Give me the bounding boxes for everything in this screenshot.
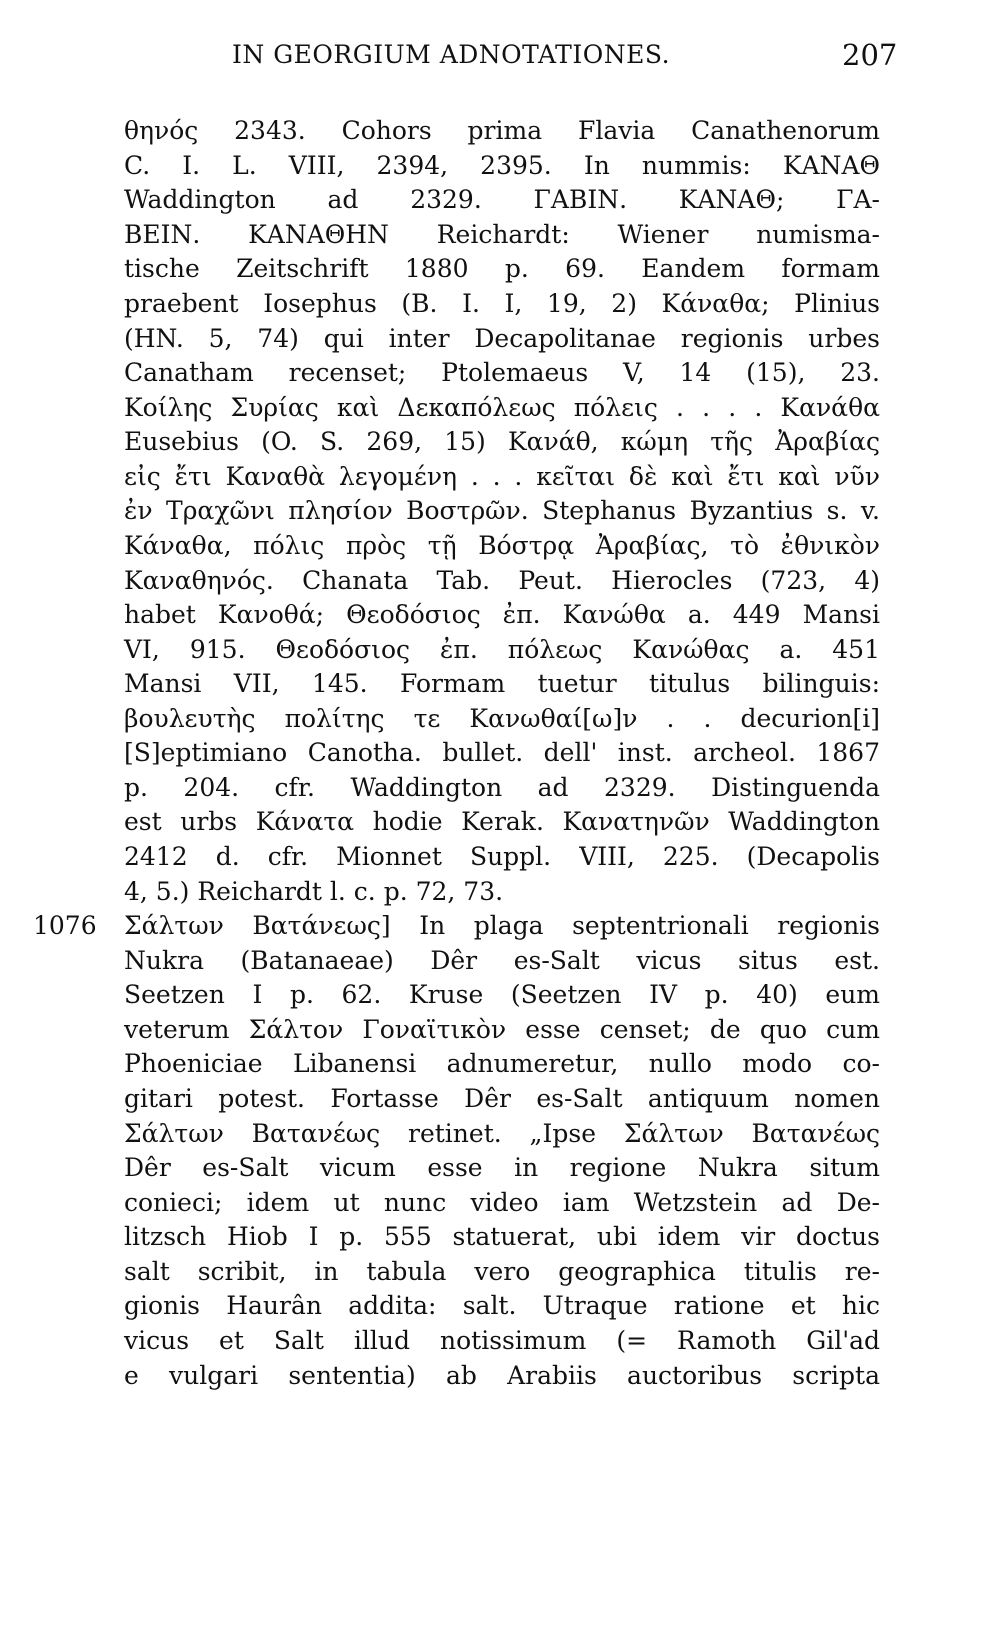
- text-line: litzsch Hiob I p. 555 statuerat, ubi idem vir doctus: [124, 1222, 880, 1251]
- text-line: Κάναθα, πόλις πρὸς τῇ Βόστρᾳ Ἀραβίας, τὸ ἐθνικὸν: [124, 531, 880, 560]
- text-line: 2412 d. cfr. Mionnet Suppl. VIII, 225. (Decapolis: [124, 842, 880, 871]
- page-number: 207: [842, 38, 898, 72]
- text-line: Eusebius (O. S. 269, 15) Κανάθ, κώμη τῆς Ἀραβίας: [124, 427, 880, 456]
- text-line: Σάλτων Βατανέως retinet. „Ipse Σάλτων Βατανέως: [124, 1119, 880, 1148]
- text-line: Dêr es-Salt vicum esse in regione Nukra situm: [124, 1153, 880, 1182]
- text-line: C. I. L. VIII, 2394, 2395. In nummis: ΚΑΝΑΘ: [124, 151, 880, 180]
- text-line: tische Zeitschrift 1880 p. 69. Eandem formam: [124, 254, 880, 283]
- text-line: ἐν Τραχῶνι πλησίον Βοστρῶν. Stephanus Byzantius s. v.: [124, 496, 880, 525]
- text-line: Seetzen I p. 62. Kruse (Seetzen IV p. 40) eum: [124, 980, 880, 1009]
- text-line: Waddington ad 2329. ΓΑΒΙΝ. ΚΑΝΑΘ; ΓΑ-: [124, 185, 880, 214]
- text-line: Σάλτων Βατάνεως] In plaga septentrionali regionis: [124, 911, 880, 940]
- text-line: εἰς ἔτι Καναθὰ λεγομένη . . . κεῖται δὲ καὶ ἔτι καὶ νῦν: [124, 462, 880, 491]
- text-line: gitari potest. Fortasse Dêr es-Salt antiquum nomen: [124, 1084, 880, 1113]
- text-line: vicus et Salt illud notissimum (= Ramoth Gil'ad: [124, 1326, 880, 1355]
- text-line: praebent Iosephus (B. I. I, 19, 2) Κάναθα; Plinius: [124, 289, 880, 318]
- text-line: p. 204. cfr. Waddington ad 2329. Distinguenda: [124, 773, 880, 802]
- text-line: Phoeniciae Libanensi adnumeretur, nullo modo co-: [124, 1049, 880, 1078]
- text-line: Canatham recenset; Ptolemaeus V, 14 (15), 23.: [124, 358, 880, 387]
- text-line: θηνός 2343. Cohors prima Flavia Canathenorum: [124, 116, 880, 145]
- text-line: βουλευτὴς πολίτης τε Κανωθαί[ω]ν . . decurion[i]: [124, 704, 880, 733]
- text-line: 4, 5.) Reichardt l. c. p. 72, 73.: [124, 877, 504, 906]
- text-line: VI, 915. Θεοδόσιος ἐπ. πόλεως Κανώθας a. 451: [124, 635, 880, 664]
- text-line: (HN. 5, 74) qui inter Decapolitanae regionis urbes: [124, 324, 880, 353]
- text-line: Mansi VII, 145. Formam tuetur titulus bilinguis:: [124, 669, 880, 698]
- running-head: IN GEORGIUM ADNOTATIONES.: [232, 40, 671, 69]
- text-line: est urbs Κάνατα hodie Kerak. Κανατηνῶν Waddington: [124, 807, 880, 836]
- text-line: Κοίλης Συρίας καὶ Δεκαπόλεως πόλεις . . . . Κανάθα: [124, 393, 880, 422]
- text-line: conieci; idem ut nunc video iam Wetzstein ad De-: [124, 1188, 880, 1217]
- text-line: habet Κανοθά; Θεοδόσιος ἐπ. Κανώθα a. 449 Mansi: [124, 600, 880, 629]
- text-line: gionis Haurân addita: salt. Utraque ratione et hic: [124, 1291, 880, 1320]
- text-line: Nukra (Batanaeae) Dêr es-Salt vicus situs est.: [124, 946, 880, 975]
- text-line: salt scribit, in tabula vero geographica titulis re-: [124, 1257, 880, 1286]
- entry-number: 1076: [33, 911, 97, 940]
- text-line: veterum Σάλτον Γοναϊτικὸν esse censet; de quo cum: [124, 1015, 880, 1044]
- text-line: Καναθηνός. Chanata Tab. Peut. Hierocles (723, 4): [124, 566, 880, 595]
- text-line: ΒΕΙΝ. ΚΑΝΑΘΗΝ Reichardt: Wiener numisma-: [124, 220, 880, 249]
- text-line: e vulgari sententia) ab Arabiis auctoribus scripta: [124, 1361, 880, 1390]
- text-line: [S]eptimiano Canotha. bullet. dell' inst. archeol. 1867: [124, 738, 880, 767]
